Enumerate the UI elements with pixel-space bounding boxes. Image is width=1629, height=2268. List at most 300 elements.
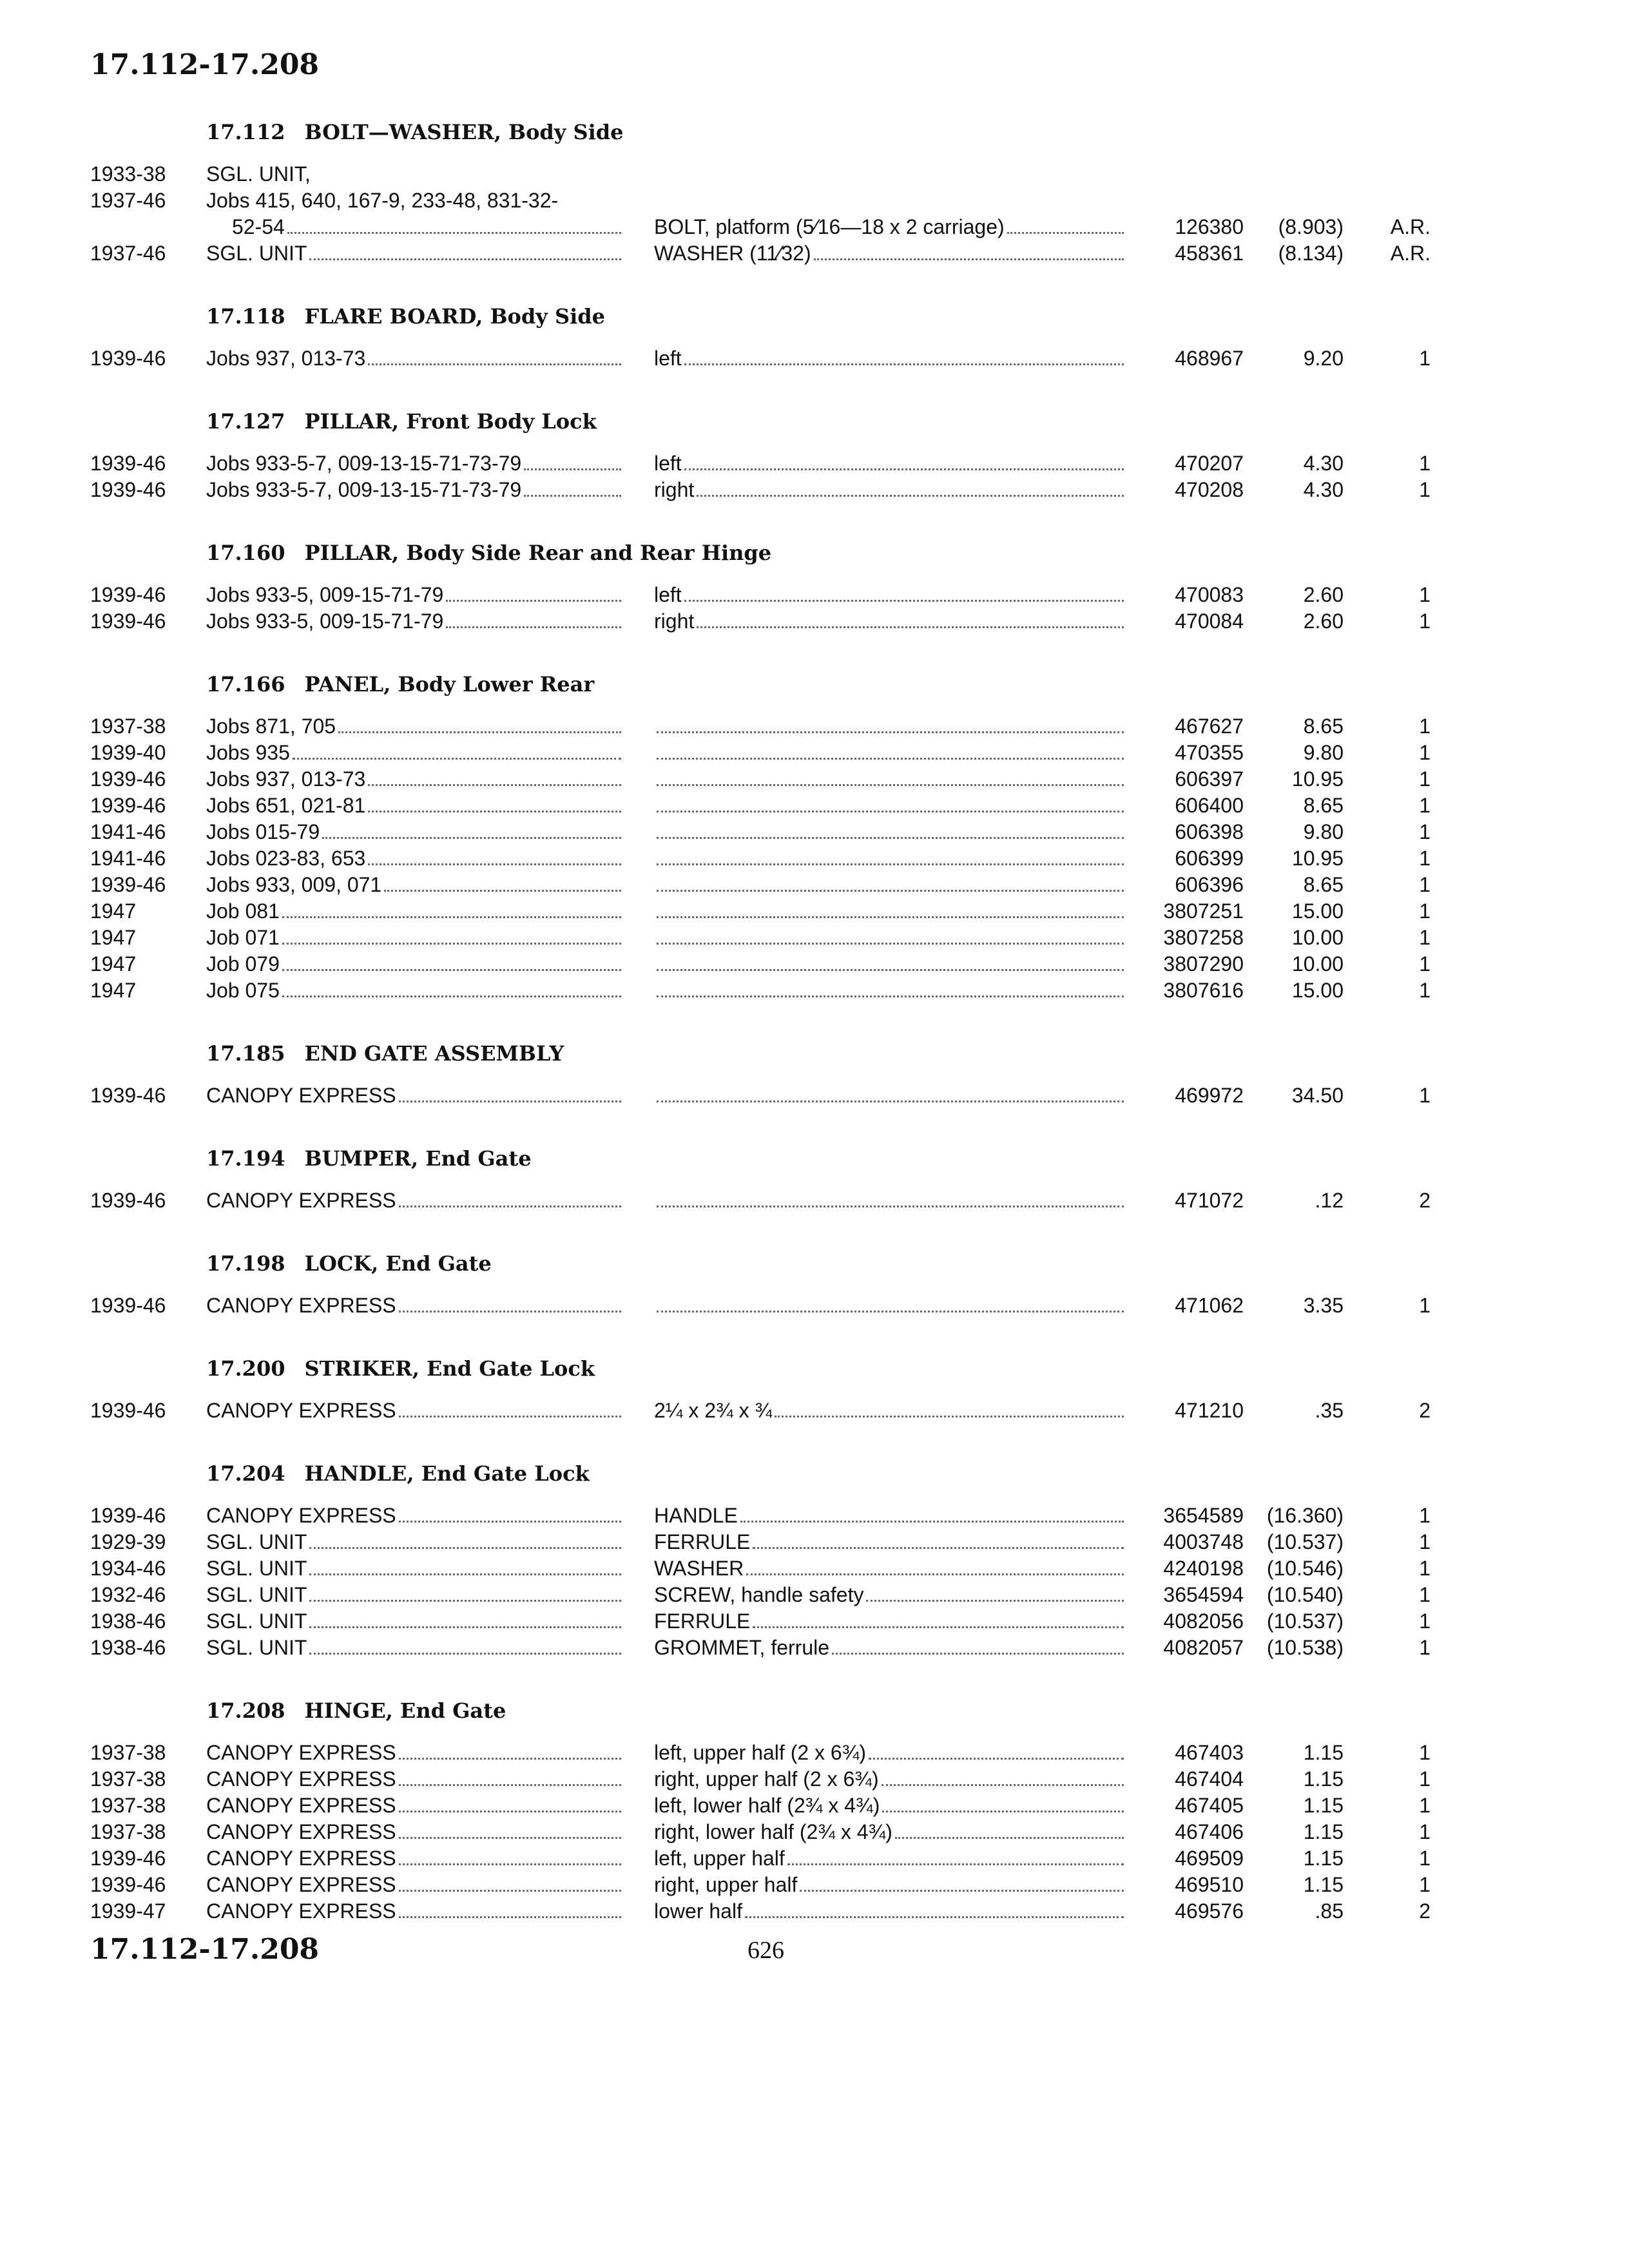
leader-dots: [657, 1205, 1124, 1207]
part-name-text: right, upper half: [654, 1873, 798, 1896]
section-name: HINGE, End Gate: [304, 1698, 506, 1723]
part-number-cell: 467405: [1175, 1794, 1244, 1817]
part-name-text: 2¼ x 2¾ x ¾: [654, 1399, 773, 1422]
application-cell: [206, 1082, 625, 1109]
year-cell: 1939-46: [90, 767, 166, 791]
quantity-cell: 1: [1419, 1636, 1431, 1659]
year-cell: 1937-46: [90, 189, 166, 212]
leader-dots: [787, 1863, 1124, 1865]
leader-dots: [399, 1100, 621, 1102]
leader-dots: [399, 1916, 621, 1918]
section-title: [0, 405, 1629, 437]
table-row: [0, 766, 1629, 793]
table-row: [0, 898, 1629, 925]
application-text: Job 081: [206, 899, 280, 923]
parts-section: [0, 1695, 1629, 1925]
price-cell: (10.540): [1266, 1583, 1344, 1606]
part-name-text: WASHER: [654, 1557, 744, 1580]
application-cell: [206, 977, 625, 1004]
application-cell: [206, 793, 625, 819]
leader-dots: [746, 1573, 1124, 1575]
section-title: [0, 1695, 1629, 1727]
table-row: [0, 1555, 1629, 1582]
application-cell: [206, 450, 625, 477]
year-cell: 1933-38: [90, 162, 166, 186]
application-text: CANOPY EXPRESS: [206, 1294, 396, 1317]
leader-dots: [282, 995, 621, 997]
leader-dots: [368, 863, 621, 865]
part-number-cell: 471062: [1175, 1294, 1244, 1317]
part-number-cell: 471072: [1175, 1189, 1244, 1212]
parts-section: [0, 1037, 1629, 1109]
table-row: [0, 1503, 1629, 1529]
quantity-cell: 1: [1419, 583, 1431, 606]
leader-dots: [399, 1863, 621, 1865]
leader-dots: [814, 258, 1124, 260]
leader-dots: [657, 783, 1124, 786]
table-row: [0, 977, 1629, 1004]
quantity-cell: 1: [1419, 1504, 1431, 1527]
quantity-cell: 1: [1419, 847, 1431, 870]
leader-dots: [446, 599, 621, 602]
part-number-cell: [1128, 161, 1244, 187]
leader-dots: [399, 1836, 621, 1839]
application-text: SGL. UNIT: [206, 242, 307, 265]
year-cell: 1939-46: [90, 794, 166, 817]
year-cell: 1939-46: [90, 1399, 166, 1422]
application-cell: [206, 161, 625, 187]
leader-dots: [866, 1599, 1124, 1602]
leader-dots: [293, 757, 621, 760]
quantity-cell: 1: [1419, 1767, 1431, 1791]
quantity-cell: 1: [1419, 478, 1431, 501]
section-name: FLARE BOARD, Body Side: [304, 304, 605, 329]
part-number-cell: 606397: [1175, 767, 1244, 791]
part-name-cell: [654, 240, 1128, 267]
leader-dots: [399, 1520, 621, 1523]
parts-section: [0, 1247, 1629, 1319]
application-text: Jobs 023-83, 653: [206, 847, 366, 870]
leader-dots: [657, 757, 1124, 760]
part-name-cell: [654, 819, 1128, 845]
leader-dots: [753, 1546, 1124, 1549]
part-name-text: GROMMET, ferrule: [654, 1636, 830, 1659]
part-name-text: right: [654, 610, 695, 633]
parts-section: [0, 1457, 1629, 1661]
part-number-cell: 470355: [1175, 741, 1244, 764]
year-cell: 1947: [90, 952, 137, 975]
section-number: 17.204: [206, 1461, 285, 1486]
quantity-cell: 1: [1419, 347, 1431, 370]
part-name-cell: [654, 1555, 1128, 1582]
application-cell: [206, 1845, 625, 1872]
application-cell: [206, 1766, 625, 1792]
leader-dots: [697, 626, 1124, 628]
part-number-cell: 606398: [1175, 820, 1244, 843]
part-name-cell: [654, 1766, 1128, 1792]
quantity-cell: 1: [1419, 952, 1431, 975]
application-text: Jobs 651, 021-81: [206, 794, 366, 817]
application-cell: [206, 582, 625, 608]
year-cell: 1937-38: [90, 715, 166, 738]
part-name-cell: [654, 872, 1128, 898]
quantity-cell: 1: [1419, 1530, 1431, 1553]
leader-dots: [399, 1783, 621, 1786]
part-name-cell: [654, 1898, 1128, 1925]
section-name: PILLAR, Front Body Lock: [304, 409, 597, 434]
quantity-cell: 1: [1419, 1557, 1431, 1580]
price-cell: 1.15: [1303, 1873, 1344, 1896]
table-row: [0, 793, 1629, 819]
application-text: CANOPY EXPRESS: [206, 1794, 396, 1817]
part-number-cell: 469576: [1175, 1899, 1244, 1923]
price-cell: [1247, 161, 1344, 187]
section-title: [0, 668, 1629, 700]
leader-dots: [368, 783, 621, 786]
application-cell: [206, 740, 625, 766]
table-row: [0, 1635, 1629, 1661]
leader-dots: [287, 231, 621, 234]
application-text: SGL. UNIT: [206, 1636, 307, 1659]
table-row: [0, 345, 1629, 372]
leader-dots: [657, 968, 1124, 971]
application-cell: [206, 240, 625, 267]
leader-dots: [309, 1599, 621, 1602]
price-cell: 15.00: [1291, 899, 1344, 923]
leader-dots: [684, 599, 1124, 602]
table-row: [0, 1187, 1629, 1214]
application-cell: [206, 214, 625, 240]
application-text: CANOPY EXPRESS: [206, 1899, 396, 1923]
price-cell: 9.20: [1303, 347, 1344, 370]
table-row: [0, 1529, 1629, 1555]
table-row: [0, 872, 1629, 898]
part-name-cell: [654, 766, 1128, 793]
table-row: [0, 951, 1629, 977]
part-name-text: left, upper half (2 x 6¾): [654, 1741, 867, 1764]
leader-dots: [309, 1626, 621, 1628]
table-row: [0, 214, 1629, 240]
part-name-cell: [654, 898, 1128, 925]
year-cell: 1937-38: [90, 1767, 166, 1791]
price-cell: 2.60: [1303, 583, 1344, 606]
quantity-cell: A.R.: [1390, 242, 1431, 265]
section-title: [0, 1142, 1629, 1175]
parts-section: [0, 300, 1629, 372]
leader-dots: [882, 1783, 1124, 1786]
part-name-cell: [654, 214, 1128, 240]
section-number: 17.185: [206, 1041, 285, 1066]
section-number: 17.112: [206, 120, 285, 144]
part-name-cell: [654, 845, 1128, 872]
leader-dots: [309, 1652, 621, 1655]
application-cell: [206, 1740, 625, 1766]
leader-dots: [657, 863, 1124, 865]
parts-section: [0, 668, 1629, 1004]
leader-dots: [657, 916, 1124, 918]
part-name-cell: [654, 925, 1128, 951]
part-name-cell: [654, 951, 1128, 977]
application-text: Job 079: [206, 952, 280, 975]
table-row: [0, 187, 1629, 214]
quantity-cell: 1: [1419, 873, 1431, 896]
price-cell: 1.15: [1303, 1741, 1344, 1764]
section-number: 17.208: [206, 1698, 285, 1723]
table-row: [0, 1582, 1629, 1608]
price-cell: .12: [1315, 1189, 1344, 1212]
table-row: [0, 845, 1629, 872]
table-row: [0, 1819, 1629, 1845]
quantity-cell: 1: [1419, 899, 1431, 923]
application-cell: [206, 925, 625, 951]
application-text: 52-54: [232, 215, 285, 238]
table-row: [0, 1398, 1629, 1424]
part-name-cell: [654, 1872, 1128, 1898]
table-row: [0, 1845, 1629, 1872]
part-name-cell: [654, 608, 1128, 635]
section-title: [0, 1247, 1629, 1280]
application-text: CANOPY EXPRESS: [206, 1504, 396, 1527]
table-row: [0, 1898, 1629, 1925]
part-number-cell: 467404: [1175, 1767, 1244, 1791]
part-number-cell: [1128, 187, 1244, 214]
part-name-cell: [654, 977, 1128, 1004]
table-row: [0, 240, 1629, 267]
price-cell: 4.30: [1303, 452, 1344, 475]
year-cell: 1939-46: [90, 1189, 166, 1212]
table-row: [0, 925, 1629, 951]
part-name-text: FERRULE: [654, 1610, 751, 1633]
part-number-cell: 3654589: [1163, 1504, 1244, 1527]
application-text: Jobs 937, 013-73: [206, 347, 366, 370]
application-text: CANOPY EXPRESS: [206, 1084, 396, 1107]
application-text: Job 071: [206, 926, 280, 949]
part-name-cell: [654, 1635, 1128, 1661]
year-cell: 1947: [90, 899, 137, 923]
price-cell: 1.15: [1303, 1820, 1344, 1843]
section-number: 17.160: [206, 541, 285, 565]
price-cell: 2.60: [1303, 610, 1344, 633]
leader-dots: [399, 1415, 621, 1418]
part-name-cell: [654, 345, 1128, 372]
year-cell: 1939-46: [90, 583, 166, 606]
section-name: END GATE ASSEMBLY: [304, 1041, 564, 1066]
table-row: [0, 819, 1629, 845]
price-cell: .85: [1315, 1899, 1344, 1923]
section-name: LOCK, End Gate: [304, 1251, 492, 1276]
quantity-cell: 1: [1419, 1794, 1431, 1817]
parts-section: [0, 1352, 1629, 1424]
section-number: 17.118: [206, 304, 285, 329]
year-cell: 1937-38: [90, 1820, 166, 1843]
application-cell: [206, 1582, 625, 1608]
part-name-cell: [654, 1082, 1128, 1109]
part-number-cell: 3807290: [1163, 952, 1244, 975]
price-cell: 3.35: [1303, 1294, 1344, 1317]
year-cell: 1937-38: [90, 1741, 166, 1764]
part-number-cell: 467403: [1175, 1741, 1244, 1764]
application-text: Job 075: [206, 979, 280, 1002]
part-number-cell: 468967: [1175, 347, 1244, 370]
leader-dots: [309, 258, 621, 260]
quantity-cell: 1: [1419, 715, 1431, 738]
application-cell: [206, 1898, 625, 1925]
leader-dots: [657, 942, 1124, 945]
quantity-cell: 1: [1419, 1847, 1431, 1870]
price-cell: .35: [1315, 1399, 1344, 1422]
year-cell: 1939-46: [90, 1084, 166, 1107]
part-name-cell: [654, 450, 1128, 477]
quantity-cell: [1366, 187, 1431, 214]
section-number: 17.127: [206, 409, 285, 434]
application-cell: [206, 187, 625, 214]
application-cell: [206, 713, 625, 740]
part-number-cell: 470083: [1175, 583, 1244, 606]
price-cell: 9.80: [1303, 820, 1344, 843]
application-text: CANOPY EXPRESS: [206, 1399, 396, 1422]
application-text: Jobs 933-5, 009-15-71-79: [206, 610, 444, 633]
application-text: CANOPY EXPRESS: [206, 1741, 396, 1764]
application-cell: [206, 1792, 625, 1819]
part-name-cell: [654, 1582, 1128, 1608]
price-cell: 1.15: [1303, 1767, 1344, 1791]
year-cell: 1941-46: [90, 847, 166, 870]
section-title: [0, 537, 1629, 569]
part-name-text: BOLT, platform (5⁄16—18 x 2 carriage): [654, 215, 1005, 238]
year-cell: [90, 214, 200, 240]
part-name-cell: [654, 1398, 1128, 1424]
leader-dots: [657, 731, 1124, 733]
application-text: CANOPY EXPRESS: [206, 1189, 396, 1212]
part-name-cell: [654, 1845, 1128, 1872]
quantity-cell: 2: [1419, 1899, 1431, 1923]
quantity-cell: 1: [1419, 1873, 1431, 1896]
price-cell: 10.00: [1291, 952, 1344, 975]
section-title: [0, 116, 1629, 148]
price-cell: (10.546): [1266, 1557, 1344, 1580]
application-cell: [206, 1819, 625, 1845]
application-text: CANOPY EXPRESS: [206, 1847, 396, 1870]
application-cell: [206, 1555, 625, 1582]
application-text: Jobs 933, 009, 071: [206, 873, 382, 896]
year-cell: 1939-46: [90, 478, 166, 501]
section-title: [0, 1352, 1629, 1385]
part-name-cell: [654, 1503, 1128, 1529]
leader-dots: [684, 468, 1124, 470]
year-cell: 1941-46: [90, 820, 166, 843]
price-cell: 34.50: [1291, 1084, 1344, 1107]
leader-dots: [282, 968, 621, 971]
application-text: Jobs 933-5-7, 009-13-15-71-73-79: [206, 478, 522, 501]
section-number: 17.200: [206, 1356, 285, 1381]
table-row: [0, 582, 1629, 608]
quantity-cell: 1: [1419, 1741, 1431, 1764]
year-cell: 1934-46: [90, 1557, 166, 1580]
part-number-cell: 3807616: [1163, 979, 1244, 1002]
part-number-cell: 467627: [1175, 715, 1244, 738]
year-cell: 1938-46: [90, 1636, 166, 1659]
leader-dots: [399, 1889, 621, 1892]
section-name: BOLT—WASHER, Body Side: [304, 120, 624, 144]
table-row: [0, 1792, 1629, 1819]
quantity-cell: 1: [1419, 1820, 1431, 1843]
table-row: [0, 713, 1629, 740]
leader-dots: [684, 363, 1124, 365]
price-cell: 10.95: [1291, 767, 1344, 791]
section-title: [0, 300, 1629, 332]
leader-dots: [399, 1810, 621, 1812]
table-row: [0, 1740, 1629, 1766]
year-cell: 1932-46: [90, 1583, 166, 1606]
leader-dots: [282, 942, 621, 945]
part-name-text: left: [654, 583, 682, 606]
leader-dots: [399, 1310, 621, 1312]
leader-dots: [882, 1810, 1124, 1812]
part-number-cell: 3654594: [1163, 1583, 1244, 1606]
parts-section: [0, 1142, 1629, 1214]
application-cell: [206, 1187, 625, 1214]
price-cell: 8.65: [1303, 715, 1344, 738]
part-name-text: left, upper half: [654, 1847, 785, 1870]
part-name-cell: [654, 1819, 1128, 1845]
year-cell: 1939-47: [90, 1899, 166, 1923]
application-text: Jobs 933-5-7, 009-13-15-71-73-79: [206, 452, 522, 475]
part-name-cell: [654, 793, 1128, 819]
price-cell: 4.30: [1303, 478, 1344, 501]
part-name-cell: [654, 740, 1128, 766]
leader-dots: [322, 836, 621, 839]
year-cell: 1929-39: [90, 1530, 166, 1553]
quantity-cell: [1366, 161, 1431, 187]
application-cell: [206, 1635, 625, 1661]
price-cell: (10.538): [1266, 1636, 1344, 1659]
year-cell: 1939-46: [90, 1847, 166, 1870]
leader-dots: [745, 1916, 1124, 1918]
quantity-cell: 1: [1419, 926, 1431, 949]
year-cell: 1939-46: [90, 1873, 166, 1896]
quantity-cell: 2: [1419, 1399, 1431, 1422]
price-cell: (16.360): [1266, 1504, 1344, 1527]
year-cell: 1939-46: [90, 452, 166, 475]
part-name-text: left: [654, 452, 682, 475]
part-name-text: WASHER (11⁄32): [654, 242, 811, 265]
leader-dots: [697, 494, 1124, 497]
application-cell: [206, 1872, 625, 1898]
part-name-text: right, upper half (2 x 6¾): [654, 1767, 879, 1791]
application-cell: [206, 898, 625, 925]
price-cell: [1247, 187, 1344, 214]
application-cell: [206, 766, 625, 793]
section-number: 17.198: [206, 1251, 285, 1276]
application-cell: [206, 1293, 625, 1319]
year-cell: 1937-46: [90, 242, 166, 265]
application-cell: [206, 608, 625, 635]
part-number-cell: 467406: [1175, 1820, 1244, 1843]
table-row: [0, 477, 1629, 503]
price-cell: (8.903): [1278, 215, 1344, 238]
parts-section: [0, 116, 1629, 267]
price-cell: (10.537): [1266, 1610, 1344, 1633]
application-text: CANOPY EXPRESS: [206, 1767, 396, 1791]
application-cell: [206, 1503, 625, 1529]
part-number-cell: 469510: [1175, 1873, 1244, 1896]
section-name: BUMPER, End Gate: [304, 1146, 532, 1171]
year-cell: 1939-46: [90, 873, 166, 896]
price-cell: 1.15: [1303, 1847, 1344, 1870]
year-cell: 1939-40: [90, 741, 166, 764]
quantity-cell: 1: [1419, 452, 1431, 475]
part-number-cell: 469972: [1175, 1084, 1244, 1107]
